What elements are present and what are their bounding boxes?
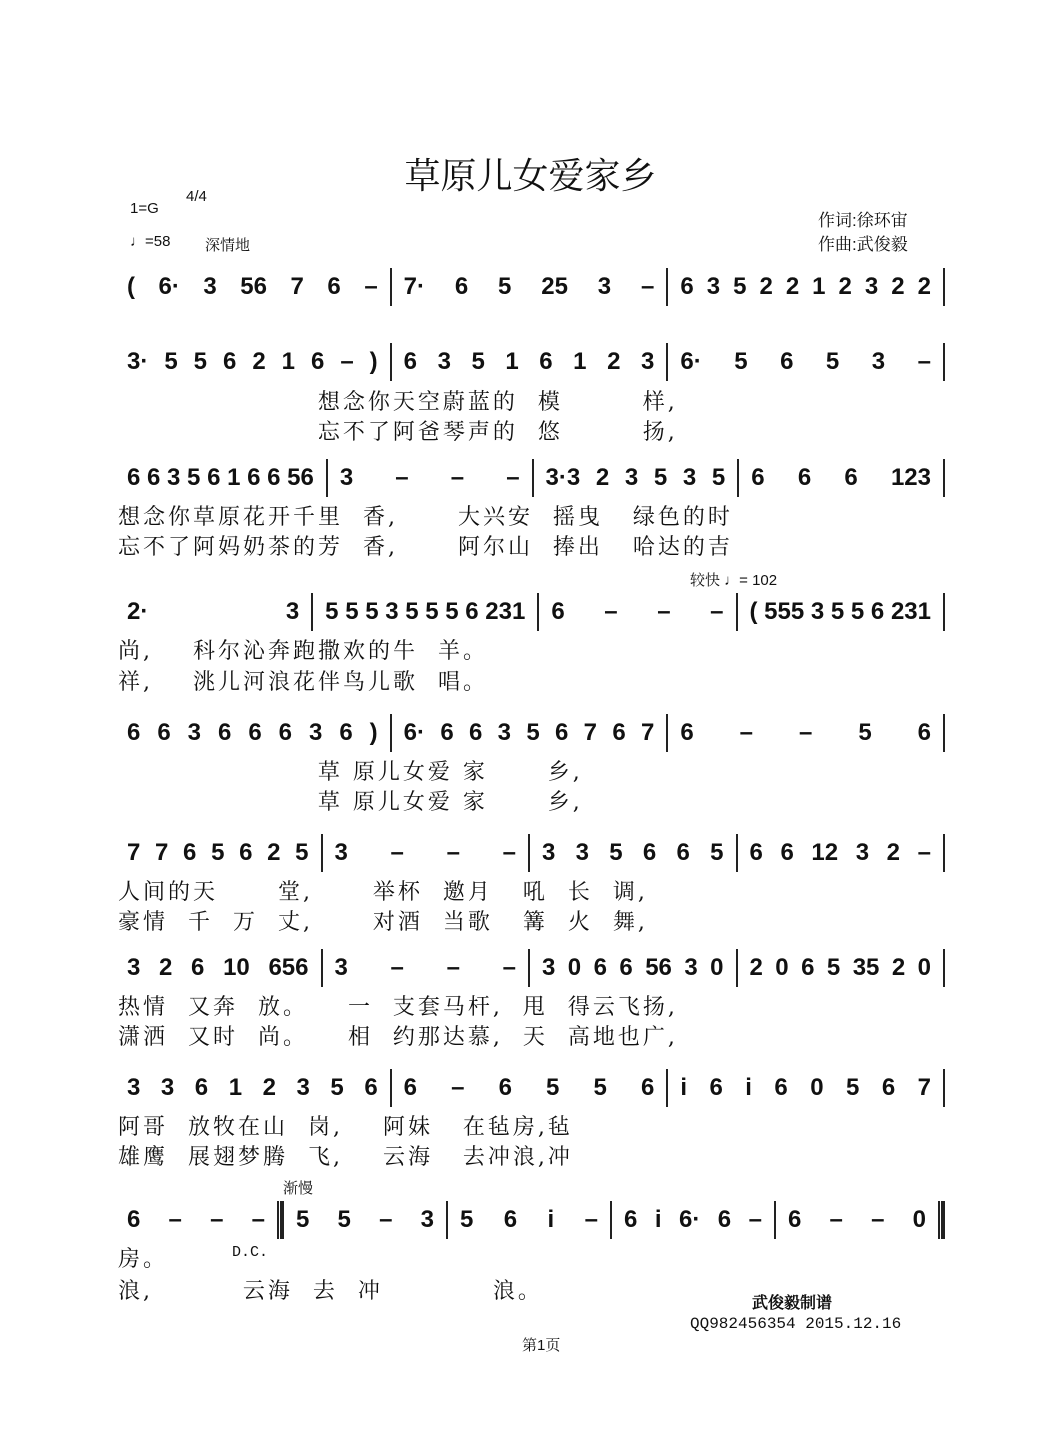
staff-system	[115, 948, 945, 988]
measure: 6 – – –	[551, 598, 724, 625]
lyric-line: 房。	[118, 1247, 169, 1272]
lyric-line: 尚, 科尔沁奔跑撒欢的牛 羊。	[118, 639, 488, 664]
lyric-line: 浪, 云海 去 冲 浪。	[118, 1279, 543, 1304]
lyric-line: 忘不了阿妈奶茶的芳 香, 阿尔山 捧出 哈达的吉	[118, 535, 733, 560]
measure: 6· 5 6 5 3 –	[680, 348, 932, 375]
measure: 6 6 6 123	[751, 464, 931, 491]
staff-system	[115, 458, 945, 498]
measure: 3 3 5 6 6 5	[542, 839, 724, 866]
measure: ( 6· 3 56 7 6 –	[127, 273, 378, 300]
expression-marking: 深情地	[205, 237, 251, 254]
staff-system	[115, 1200, 945, 1240]
measure: i 6 i 6 0 5 6 7	[680, 1074, 932, 1101]
measure: 6 6 3 6 6 6 3 6 )	[127, 719, 378, 746]
composer: 作曲:武俊毅	[818, 235, 908, 254]
measure: 6 i 6· 6 –	[624, 1206, 762, 1233]
key-signature: 1=G	[130, 200, 159, 217]
barline	[943, 714, 945, 752]
barline	[943, 949, 945, 987]
barline	[277, 1201, 284, 1239]
lyric-line: 草 原儿女爱 家 乡,	[118, 760, 583, 785]
time-signature-text: 4/4	[186, 188, 207, 205]
barline	[938, 1201, 945, 1239]
lyric-line: 雄鹰 展翅梦腾 飞, 云海 去冲浪,冲	[118, 1145, 573, 1170]
page-number: 第1页	[522, 1337, 561, 1354]
lyric-line: 忘不了阿爸琴声的 悠 扬,	[118, 420, 678, 445]
measure: 5 5 – 3	[296, 1206, 434, 1233]
measure: 3 2 6 10 656	[127, 954, 309, 981]
lyric-line: 祥, 洮儿河浪花伴鸟儿歌 唱。	[118, 670, 488, 695]
staff-system	[115, 267, 945, 307]
measure: 6 – 6 5 5 6	[403, 1074, 655, 1101]
lyric-line: 人间的天 堂, 举杯 邀月 吼 长 调,	[118, 880, 648, 905]
barline	[943, 1069, 945, 1107]
barline	[943, 459, 945, 497]
lyric-line: 想念你草原花开千里 香, 大兴安 摇曳 绿色的时	[118, 505, 733, 530]
lyric-line: 想念你天空蔚蓝的 模 样,	[118, 390, 678, 415]
tempo-change: 较快 ♩= 102	[690, 572, 778, 589]
measure: 6 – – 0	[788, 1206, 926, 1233]
staff-system	[115, 342, 945, 382]
measure: 6 6 3 5 6 1 6 6 56	[127, 464, 314, 491]
measure: 6 3 5 2 2 1 2 3 2 2	[680, 273, 932, 300]
staff-system	[115, 713, 945, 753]
contact-date: QQ982456354 2015.12.16	[690, 1315, 902, 1333]
measure: 3 – – –	[334, 839, 516, 866]
measure: 7 7 6 5 6 2 5	[127, 839, 309, 866]
barline	[943, 834, 945, 872]
measure: 6 3 5 1 6 1 2 3	[403, 348, 655, 375]
barline	[943, 268, 945, 306]
measure: 5 6 i –	[460, 1206, 598, 1233]
measure: 6· 6 6 3 5 6 7 6 7	[403, 719, 655, 746]
measure: 2 0 6 5 35 2 0	[749, 954, 931, 981]
measure: 2· 3	[127, 598, 300, 625]
lyric-line: 潇洒 又时 尚。 相 约那达慕, 天 高地也广,	[118, 1025, 678, 1050]
staff-system	[115, 1068, 945, 1108]
arranger: 武俊毅制谱	[752, 1293, 833, 1312]
lyric-line: 草 原儿女爱 家 乡,	[118, 790, 583, 815]
barline	[943, 593, 945, 631]
staff-system	[115, 833, 945, 873]
measure: 6 – – –	[127, 1206, 265, 1233]
measure: 7· 6 5 25 3 –	[403, 273, 655, 300]
tempo-marking: ♩=58	[130, 233, 171, 250]
song-title: 草原儿女爱家乡	[404, 156, 657, 197]
measure: 3 3 6 1 2 3 5 6	[127, 1074, 378, 1101]
measure: 3· 5 5 6 2 1 6 – )	[127, 348, 378, 375]
measure: 6 – – 5 6	[680, 719, 932, 746]
measure: ( 555 3 5 5 6 231	[749, 598, 931, 625]
lyricist: 作词:徐环宙	[818, 211, 908, 230]
barline	[943, 343, 945, 381]
measure: 3·3 2 3 5 3 5	[545, 464, 726, 491]
measure: 3 0 6 6 56 3 0	[542, 954, 724, 981]
lyric-line: 阿哥 放牧在山 岗, 阿妹 在毡房,毡	[118, 1115, 573, 1140]
time-signature	[186, 188, 207, 205]
measure: 5 5 5 3 5 5 5 6 231	[325, 598, 526, 625]
measure: 3 – – –	[339, 464, 520, 491]
lyric-line: 热情 又奔 放。 一 支套马杆, 甩 得云飞扬,	[118, 995, 678, 1020]
lyric-line: 豪情 千 万 丈, 对酒 当歌 篝 火 舞,	[118, 910, 648, 935]
staff-system	[115, 592, 945, 632]
measure: 6 6 12 3 2 –	[749, 839, 931, 866]
da-capo: D.C.	[232, 1244, 269, 1261]
ritardando: 渐慢	[283, 1180, 314, 1197]
measure: 3 – – –	[334, 954, 516, 981]
